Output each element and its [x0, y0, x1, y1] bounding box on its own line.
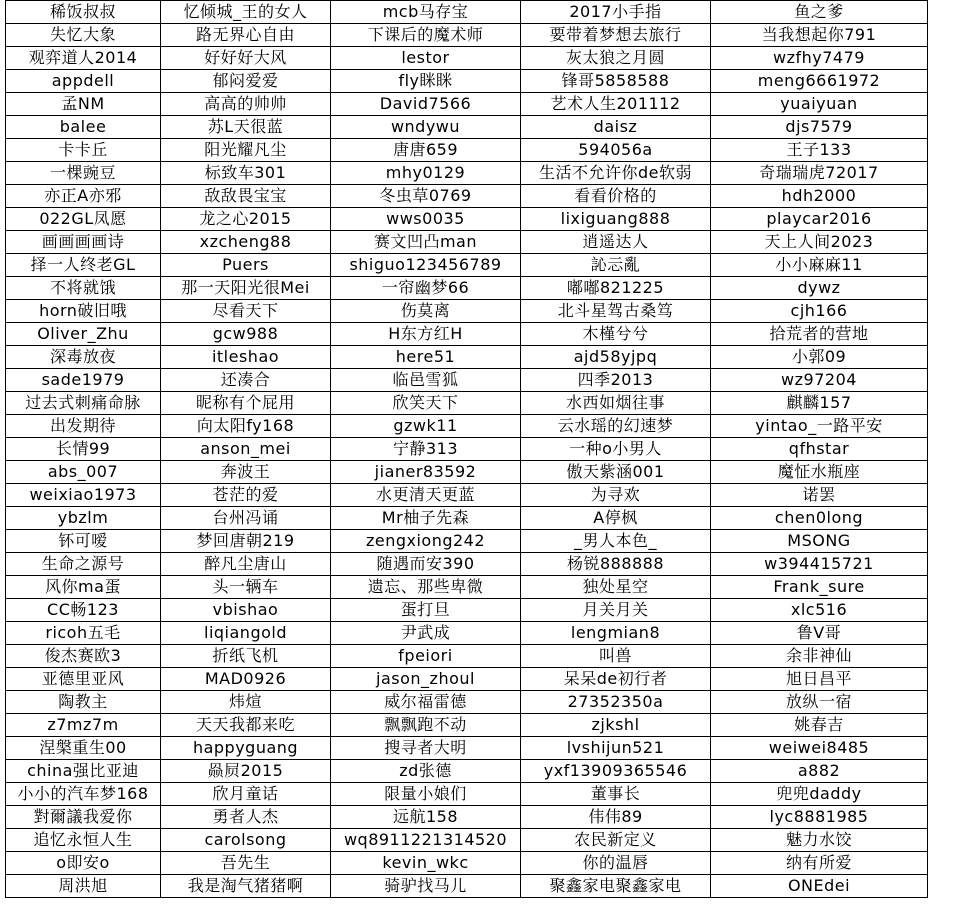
table-cell: dywz [711, 277, 928, 300]
table-cell: 梦回唐朝219 [161, 530, 331, 553]
table-cell: xzcheng88 [161, 231, 331, 254]
table-row [6, 231, 928, 254]
table-cell: 周洪旭 [6, 875, 161, 898]
table-cell: 冬虫草0769 [331, 185, 521, 208]
table-cell: 你的温唇 [521, 852, 711, 875]
table-cell: 王子133 [711, 139, 928, 162]
table-cell: 路无界心自由 [161, 24, 331, 47]
table-cell: 一棵豌豆 [6, 162, 161, 185]
table-cell: hdh2000 [711, 185, 928, 208]
table-row [6, 392, 928, 415]
table-cell: 郁闷爱爱 [161, 70, 331, 93]
table-row [6, 530, 928, 553]
table-cell: 魅力水饺 [711, 829, 928, 852]
table-cell: MSONG [711, 530, 928, 553]
table-row [6, 737, 928, 760]
table-cell: itleshao [161, 346, 331, 369]
table-cell: 天上人间2023 [711, 231, 928, 254]
table-cell: CC畅123 [6, 599, 161, 622]
table-cell: 022GL凤愿 [6, 208, 161, 231]
table-cell: 远航158 [331, 806, 521, 829]
table-row [6, 622, 928, 645]
table-cell: 龙之心2015 [161, 208, 331, 231]
table-cell: 风你ma蛋 [6, 576, 161, 599]
table-cell: ajd58yjpq [521, 346, 711, 369]
table-cell: kevin_wkc [331, 852, 521, 875]
table-cell: 下课后的魔术师 [331, 24, 521, 47]
table-cell: 锋哥5858588 [521, 70, 711, 93]
table-cell: chen0long [711, 507, 928, 530]
table-row [6, 783, 928, 806]
table-cell: 鱼之爹 [711, 1, 928, 24]
table-row [6, 185, 928, 208]
table-cell: 搜寻者大明 [331, 737, 521, 760]
table-cell: carolsong [161, 829, 331, 852]
table-cell: jason_zhoul [331, 668, 521, 691]
table-cell: 骑驴找马儿 [331, 875, 521, 898]
table-cell: meng6661972 [711, 70, 928, 93]
table-cell: 孟NM [6, 93, 161, 116]
table-cell: 敌敌畏宝宝 [161, 185, 331, 208]
table-cell: 飘飘跑不动 [331, 714, 521, 737]
table-cell: 涅槃重生00 [6, 737, 161, 760]
table-cell: wndywu [331, 116, 521, 139]
table-cell: yxf13909365546 [521, 760, 711, 783]
table-cell: yintao_一路平安 [711, 415, 928, 438]
table-row [6, 323, 928, 346]
table-cell: 北斗星驾古桑笃 [521, 300, 711, 323]
table-cell: 小小麻麻11 [711, 254, 928, 277]
table-cell: 苏L天很蓝 [161, 116, 331, 139]
table-cell: 亚德里亚风 [6, 668, 161, 691]
table-cell: 水更清天更蓝 [331, 484, 521, 507]
table-row [6, 691, 928, 714]
table-cell: 拾荒者的营地 [711, 323, 928, 346]
table-cell: 伟伟89 [521, 806, 711, 829]
table-cell: 赑屃2015 [161, 760, 331, 783]
table-cell: 卡卡丘 [6, 139, 161, 162]
table-cell: sade1979 [6, 369, 161, 392]
table-cell: balee [6, 116, 161, 139]
table-cell: 吾先生 [161, 852, 331, 875]
table-row [6, 438, 928, 461]
table-cell: 叫兽 [521, 645, 711, 668]
table-cell: zd张德 [331, 760, 521, 783]
table-cell: lengmian8 [521, 622, 711, 645]
table-cell: gcw988 [161, 323, 331, 346]
table-cell: 奔波王 [161, 461, 331, 484]
table-row [6, 507, 928, 530]
table-row [6, 852, 928, 875]
table-cell: lyc8881985 [711, 806, 928, 829]
table-row [6, 576, 928, 599]
table-cell: 唐唐659 [331, 139, 521, 162]
table-cell: 杨锐888888 [521, 553, 711, 576]
table-cell: mhy0129 [331, 162, 521, 185]
table-cell: wz97204 [711, 369, 928, 392]
table-cell: 木槿兮兮 [521, 323, 711, 346]
table-cell: 诺罢 [711, 484, 928, 507]
table-cell: appdell [6, 70, 161, 93]
table-cell: 27352350a [521, 691, 711, 714]
table-cell: 还凑合 [161, 369, 331, 392]
table-row [6, 277, 928, 300]
table-cell: 艺术人生201112 [521, 93, 711, 116]
table-cell: liqiangold [161, 622, 331, 645]
table-cell: 赛文凹凸man [331, 231, 521, 254]
table-cell: 放纵一宿 [711, 691, 928, 714]
table-cell: ybzlm [6, 507, 161, 530]
table-row [6, 70, 928, 93]
table-cell: 钚可嗳 [6, 530, 161, 553]
table-cell: 过去式刺痛命脉 [6, 392, 161, 415]
table-cell: 一种o小男人 [521, 438, 711, 461]
table-cell: 生活不允许你de软弱 [521, 162, 711, 185]
table-cell: 头一辆车 [161, 576, 331, 599]
table-row [6, 829, 928, 852]
table-cell: 择一人终老GL [6, 254, 161, 277]
table-cell: china强比亚迪 [6, 760, 161, 783]
table-row [6, 415, 928, 438]
table-cell: 嘟嘟821225 [521, 277, 711, 300]
table-cell: 稀饭叔叔 [6, 1, 161, 24]
table-cell: 不将就饿 [6, 277, 161, 300]
table-cell: ricoh五毛 [6, 622, 161, 645]
table-cell: lixiguang888 [521, 208, 711, 231]
table-cell: 一帘幽梦66 [331, 277, 521, 300]
table-cell: shiguo123456789 [331, 254, 521, 277]
table-cell: here51 [331, 346, 521, 369]
table-cell: 四季2013 [521, 369, 711, 392]
table-row [6, 116, 928, 139]
table-row [6, 645, 928, 668]
table-row [6, 599, 928, 622]
table-row [6, 93, 928, 116]
table-cell: 阳光耀凡尘 [161, 139, 331, 162]
table-row [6, 484, 928, 507]
table-cell: 勇者人杰 [161, 806, 331, 829]
table-cell: 余非神仙 [711, 645, 928, 668]
table-cell: weiwei8485 [711, 737, 928, 760]
table-row [6, 875, 928, 898]
table-row [6, 369, 928, 392]
table-row [6, 47, 928, 70]
table-cell: A停枫 [521, 507, 711, 530]
table-cell: 傲天紫涵001 [521, 461, 711, 484]
table-cell: Mr柚子先森 [331, 507, 521, 530]
table-cell: w394415721 [711, 553, 928, 576]
table-cell: 生命之源号 [6, 553, 161, 576]
table-cell: 逍遥达人 [521, 231, 711, 254]
table-cell: a882 [711, 760, 928, 783]
table-cell: fpeiori [331, 645, 521, 668]
table-cell: 折纸飞机 [161, 645, 331, 668]
table-row [6, 139, 928, 162]
table-cell: weixiao1973 [6, 484, 161, 507]
table-cell: 醉凡尘唐山 [161, 553, 331, 576]
table-row [6, 346, 928, 369]
table-row [6, 300, 928, 323]
table-cell: 深毒放夜 [6, 346, 161, 369]
table-body [6, 1, 928, 898]
table-cell: fly眯眯 [331, 70, 521, 93]
table-cell: 长情99 [6, 438, 161, 461]
table-row [6, 1, 928, 24]
table-cell: 小小的汽车梦168 [6, 783, 161, 806]
table-cell: 随遇而安390 [331, 553, 521, 576]
table-cell: mcb马存宝 [331, 1, 521, 24]
table-cell: z7mz7m [6, 714, 161, 737]
table-cell: 兜兜daddy [711, 783, 928, 806]
table-cell: 俊杰赛欧3 [6, 645, 161, 668]
table-cell: 呆呆de初行者 [521, 668, 711, 691]
table-cell: happyguang [161, 737, 331, 760]
table-cell: 旭日昌平 [711, 668, 928, 691]
table-cell: 炜煊 [161, 691, 331, 714]
table-cell: _男人本色_ [521, 530, 711, 553]
table-cell: 陶教主 [6, 691, 161, 714]
table-cell: 蛋打旦 [331, 599, 521, 622]
table-cell: 忆倾城_王的女人 [161, 1, 331, 24]
table-row [6, 760, 928, 783]
table-cell: 威尔福雷德 [331, 691, 521, 714]
table-cell: 为寻欢 [521, 484, 711, 507]
table-cell: 要带着梦想去旅行 [521, 24, 711, 47]
table-cell: 奇瑞瑞虎72017 [711, 162, 928, 185]
table-cell: ONEdei [711, 875, 928, 898]
table-cell: 尹武成 [331, 622, 521, 645]
table-row [6, 553, 928, 576]
table-cell: 遗忘、那些卑微 [331, 576, 521, 599]
table-cell: 魔怔水瓶座 [711, 461, 928, 484]
table-cell: 高高的帅帅 [161, 93, 331, 116]
table-row [6, 668, 928, 691]
table-cell: anson_mei [161, 438, 331, 461]
table-cell: 失忆大象 [6, 24, 161, 47]
table-cell: horn破旧哦 [6, 300, 161, 323]
table-cell: lestor [331, 47, 521, 70]
table-cell: vbishao [161, 599, 331, 622]
table-cell: zengxiong242 [331, 530, 521, 553]
table-cell: 我是淘气猪猪啊 [161, 875, 331, 898]
table-cell: qfhstar [711, 438, 928, 461]
table-cell: 對爾議我爱你 [6, 806, 161, 829]
table-cell: David7566 [331, 93, 521, 116]
table-cell: xlc516 [711, 599, 928, 622]
table-cell: 观弈道人2014 [6, 47, 161, 70]
table-cell: 594056a [521, 139, 711, 162]
table-row [6, 806, 928, 829]
table-cell: 姚春吉 [711, 714, 928, 737]
table-cell: wws0035 [331, 208, 521, 231]
table-cell: 2017小手指 [521, 1, 711, 24]
table-cell: 董事长 [521, 783, 711, 806]
table-cell: daisz [521, 116, 711, 139]
username-table [5, 0, 928, 898]
table-cell: 伤莫离 [331, 300, 521, 323]
table-row [6, 208, 928, 231]
table-cell: 欣笑天下 [331, 392, 521, 415]
table-cell: 云水瑶的幻速梦 [521, 415, 711, 438]
table-cell: lvshijun521 [521, 737, 711, 760]
table-cell: yuaiyuan [711, 93, 928, 116]
table-cell: 苍茫的爱 [161, 484, 331, 507]
table-cell: gzwk11 [331, 415, 521, 438]
table-row [6, 254, 928, 277]
table-cell: 水西如烟往事 [521, 392, 711, 415]
table-cell: 看看价格的 [521, 185, 711, 208]
table-cell: 欣月童话 [161, 783, 331, 806]
table-cell: 画画画画诗 [6, 231, 161, 254]
table-cell: 昵称有个屁用 [161, 392, 331, 415]
table-cell: 灰太狼之月圆 [521, 47, 711, 70]
table-cell: 麒麟157 [711, 392, 928, 415]
table-cell: 好好好大风 [161, 47, 331, 70]
table-cell: 限量小娘们 [331, 783, 521, 806]
table-cell: Puers [161, 254, 331, 277]
table-cell: zjkshl [521, 714, 711, 737]
table-row [6, 162, 928, 185]
table-cell: 尽看天下 [161, 300, 331, 323]
table-cell: 台州冯诵 [161, 507, 331, 530]
table-cell: Oliver_Zhu [6, 323, 161, 346]
table-cell: Frank_sure [711, 576, 928, 599]
table-cell: 出发期待 [6, 415, 161, 438]
table-cell: abs_007 [6, 461, 161, 484]
table-cell: 那一天阳光很Mei [161, 277, 331, 300]
table-cell: jianer83592 [331, 461, 521, 484]
table-cell: 追忆永恒人生 [6, 829, 161, 852]
table-cell: 訫忈亂 [521, 254, 711, 277]
table-cell: 临邑雪狐 [331, 369, 521, 392]
table-cell: 独处星空 [521, 576, 711, 599]
table-cell: 鲁V哥 [711, 622, 928, 645]
table-row [6, 24, 928, 47]
table-cell: H东方红H [331, 323, 521, 346]
table-cell: 聚鑫家电聚鑫家电 [521, 875, 711, 898]
table-cell: 农民新定义 [521, 829, 711, 852]
table-cell: 标致车301 [161, 162, 331, 185]
table-cell: 宁静313 [331, 438, 521, 461]
table-cell: MAD0926 [161, 668, 331, 691]
table-cell: wzfhy7479 [711, 47, 928, 70]
table-cell: 天天我都来吃 [161, 714, 331, 737]
table-row [6, 461, 928, 484]
table-cell: 月关月关 [521, 599, 711, 622]
table-cell: playcar2016 [711, 208, 928, 231]
table-cell: o即安o [6, 852, 161, 875]
table-cell: 纳有所爱 [711, 852, 928, 875]
table-cell: 当我想起你791 [711, 24, 928, 47]
table-cell: 向太阳fy168 [161, 415, 331, 438]
table-cell: wq8911221314520 [331, 829, 521, 852]
table-cell: djs7579 [711, 116, 928, 139]
table-row [6, 714, 928, 737]
table-cell: 小郭09 [711, 346, 928, 369]
table-cell: 亦正A亦邪 [6, 185, 161, 208]
table-cell: cjh166 [711, 300, 928, 323]
